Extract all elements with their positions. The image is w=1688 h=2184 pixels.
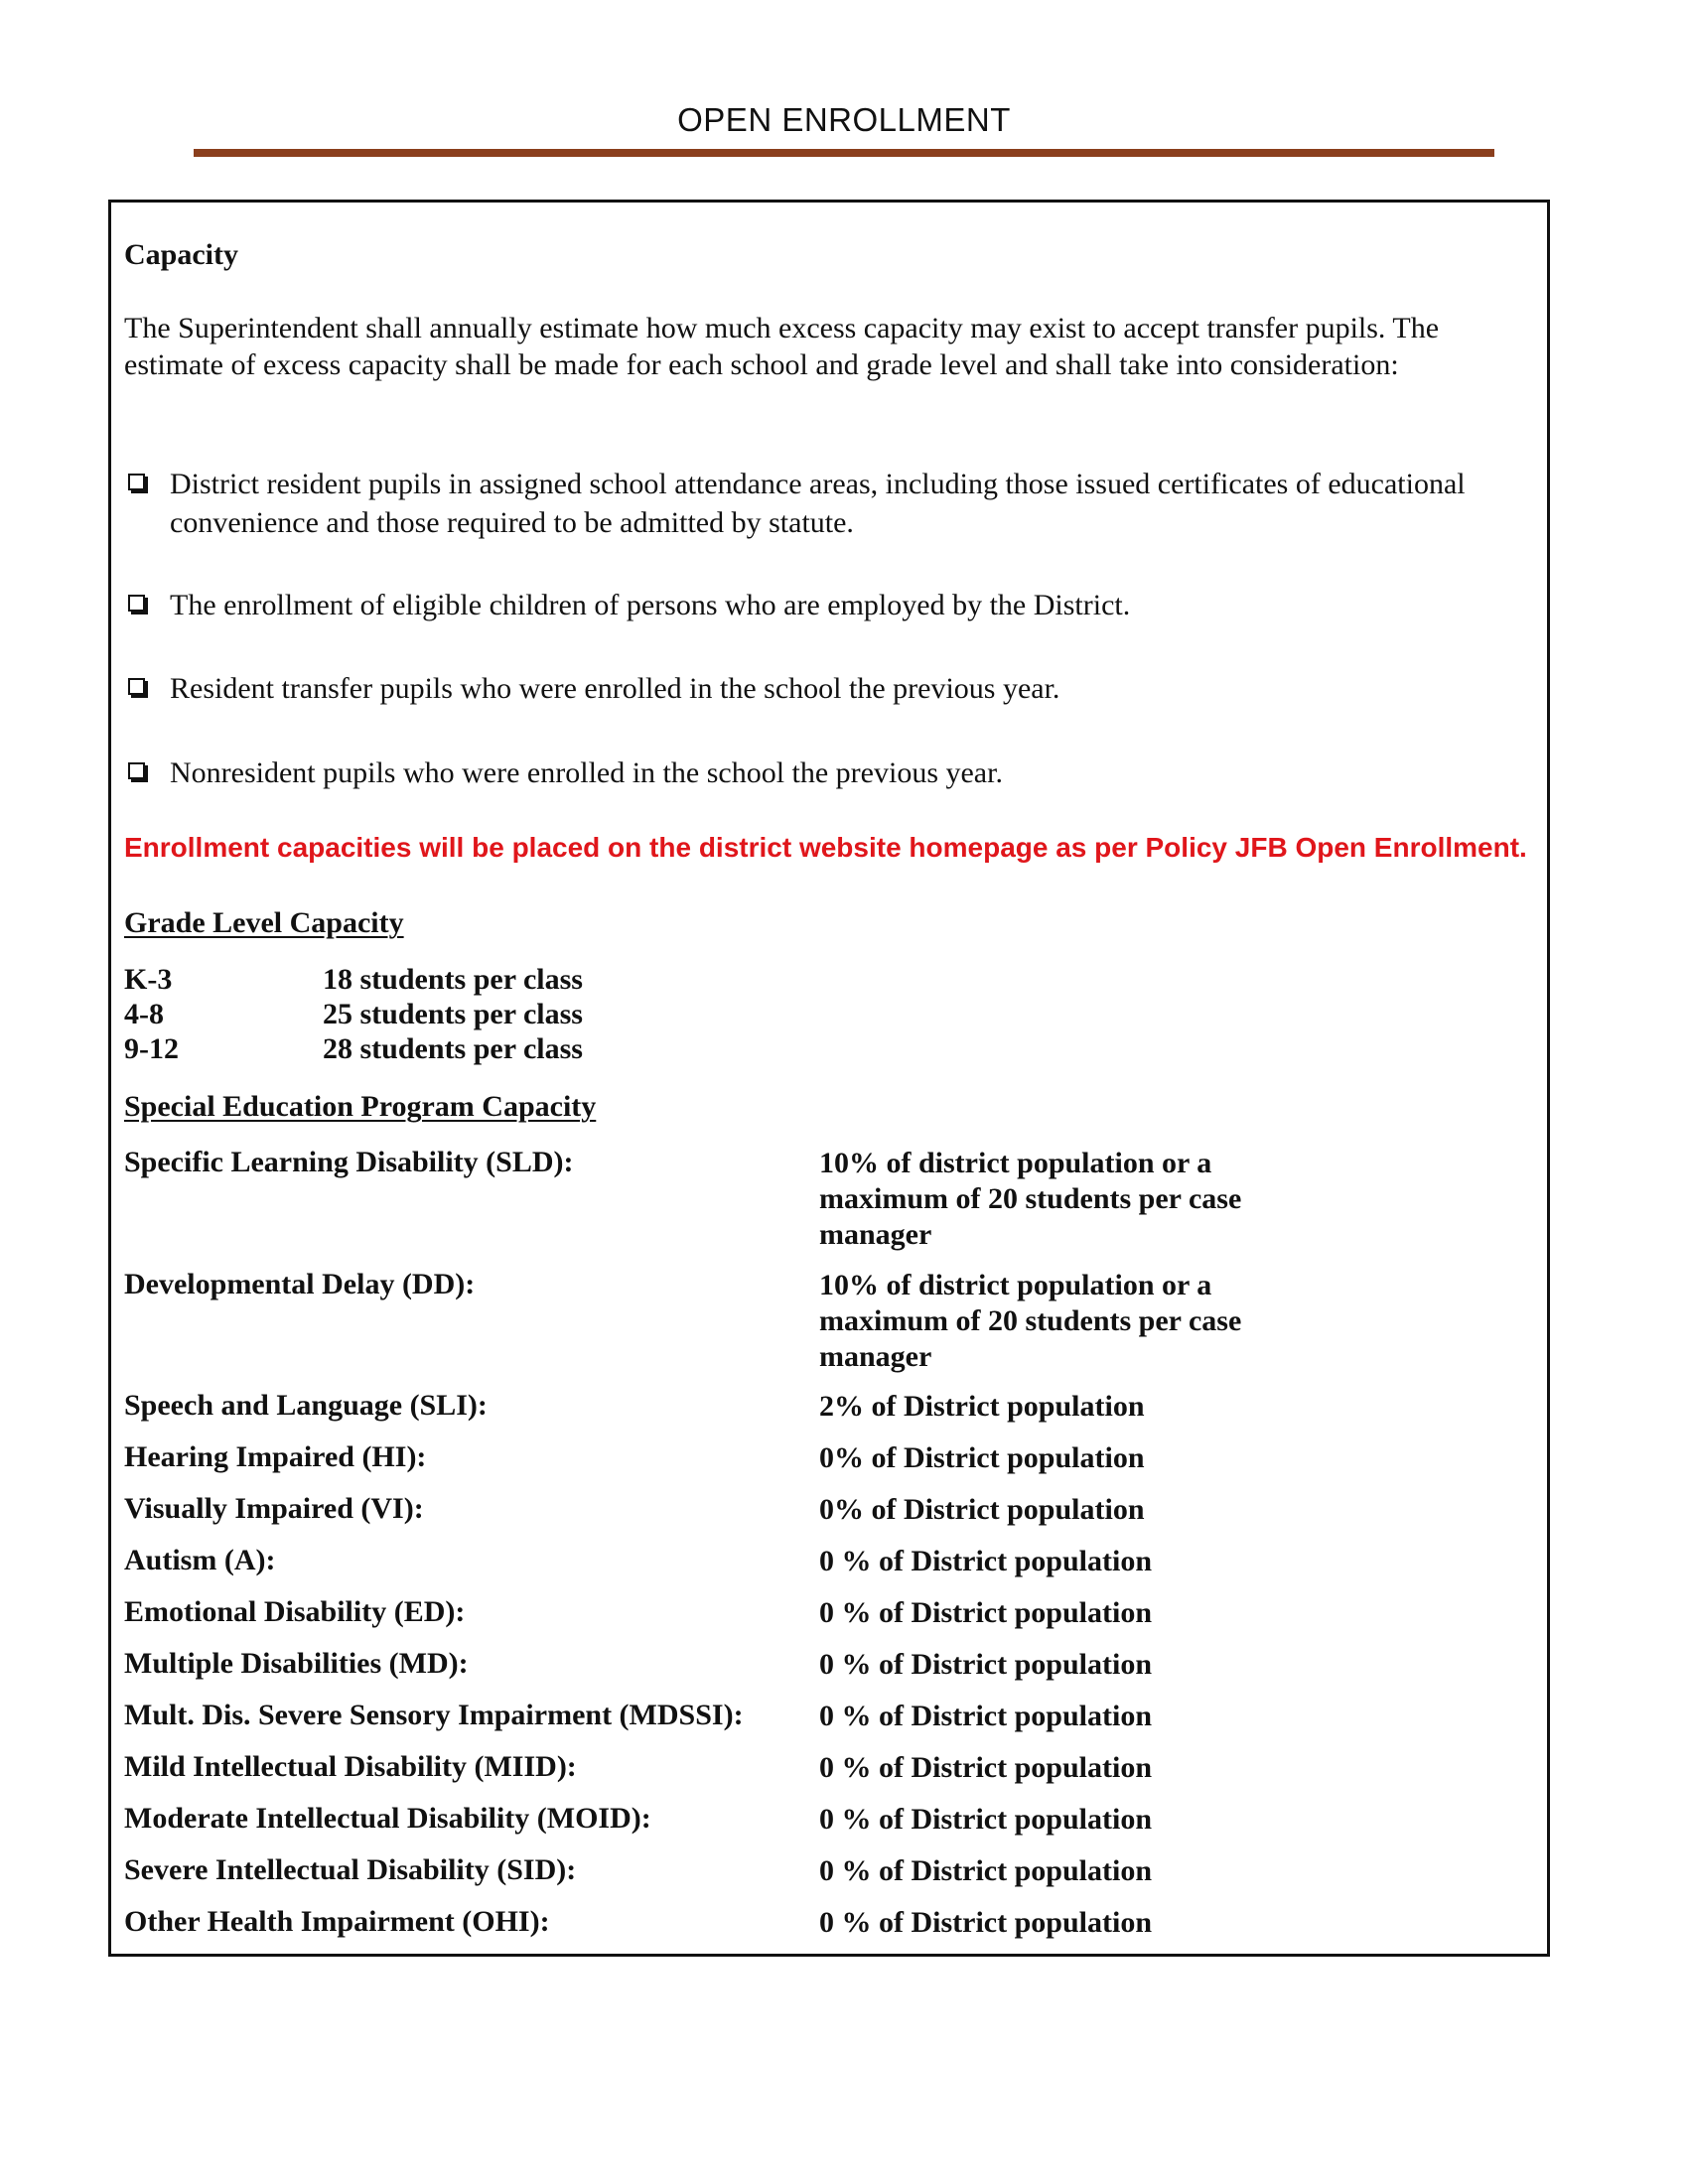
- grade-capacity: 25 students per class: [323, 998, 583, 1030]
- program-name: Emotional Disability (ED):: [124, 1595, 466, 1628]
- program-name: Visually Impaired (VI):: [124, 1492, 424, 1525]
- special-education-heading: Special Education Program Capacity: [124, 1090, 597, 1123]
- program-capacity: 0 % of District population: [819, 1854, 1153, 1887]
- policy-box: [108, 200, 1550, 1957]
- capacity-title: Capacity: [124, 238, 238, 271]
- grade-row: [124, 1032, 918, 1068]
- bullet-item: [124, 586, 1534, 624]
- grade-range: 9-12: [124, 1032, 179, 1065]
- checkbox-icon: [128, 762, 145, 779]
- program-name: Moderate Intellectual Disability (MOID):: [124, 1802, 651, 1835]
- capacity-intro: The Superintendent shall annually estimate how much excess capacity may exist to accept transfer pupils. The estimate of excess capacity shall be made for each school and grade level and shall take into consideration:: [124, 312, 1440, 381]
- bullet-text: Nonresident pupils who were enrolled in the school the previous year.: [170, 756, 1003, 789]
- grade-capacity: 28 students per class: [323, 1032, 583, 1065]
- program-capacity: 0 % of District population: [819, 1648, 1153, 1681]
- program-capacity: 0 % of District population: [819, 1700, 1153, 1732]
- bullet-text: Resident transfer pupils who were enrolled in the school the previous year.: [170, 672, 1060, 705]
- checkbox-icon: [128, 474, 145, 490]
- bullet-item: [124, 465, 1534, 542]
- grade-row: [124, 963, 918, 999]
- grade-row: [124, 998, 918, 1033]
- grade-capacity: 18 students per class: [323, 963, 583, 996]
- program-name: Mild Intellectual Disability (MIID):: [124, 1750, 577, 1783]
- program-name: Speech and Language (SLI):: [124, 1389, 488, 1422]
- program-capacity: 10% of district population or a maximum of 20 students per case manager: [819, 1269, 1242, 1373]
- page-title: OPEN ENROLLMENT: [677, 101, 1011, 138]
- program-capacity: 0 % of District population: [819, 1803, 1153, 1836]
- checkbox-icon: [128, 678, 145, 695]
- grade-range: K-3: [124, 963, 173, 996]
- program-name: Hearing Impaired (HI):: [124, 1440, 427, 1473]
- program-name: Specific Learning Disability (SLD):: [124, 1146, 574, 1178]
- grade-range: 4-8: [124, 998, 164, 1030]
- bullet-item: [124, 753, 1534, 792]
- bullet-item: [124, 669, 1534, 708]
- program-capacity: 0 % of District population: [819, 1596, 1153, 1629]
- program-capacity: 0 % of District population: [819, 1751, 1153, 1784]
- program-name: Multiple Disabilities (MD):: [124, 1647, 469, 1680]
- checkbox-icon: [128, 595, 145, 612]
- program-name: Autism (A):: [124, 1544, 276, 1576]
- program-capacity: 10% of district population or a maximum of 20 students per case manager: [819, 1147, 1242, 1251]
- program-capacity: 0 % of District population: [819, 1906, 1153, 1939]
- program-name: Mult. Dis. Severe Sensory Impairment (MDSSI):: [124, 1699, 744, 1731]
- header-divider: [194, 149, 1494, 157]
- program-name: Developmental Delay (DD):: [124, 1268, 476, 1300]
- grade-level-heading: Grade Level Capacity: [124, 906, 404, 939]
- program-name: Severe Intellectual Disability (SID):: [124, 1853, 577, 1886]
- enrollment-notice: Enrollment capacities will be placed on the district website homepage as per Policy JFB Open Enrollment.: [124, 832, 1527, 863]
- program-capacity: 2% of District population: [819, 1390, 1145, 1423]
- program-capacity: 0 % of District population: [819, 1545, 1153, 1577]
- bullet-text: District resident pupils in assigned school attendance areas, including those issued certificates of educational convenience and those required to be admitted by statute.: [170, 468, 1466, 539]
- program-capacity: 0% of District population: [819, 1441, 1145, 1474]
- program-capacity: 0% of District population: [819, 1493, 1145, 1526]
- program-name: Other Health Impairment (OHI):: [124, 1905, 550, 1938]
- bullet-text: The enrollment of eligible children of persons who are employed by the District.: [170, 589, 1131, 621]
